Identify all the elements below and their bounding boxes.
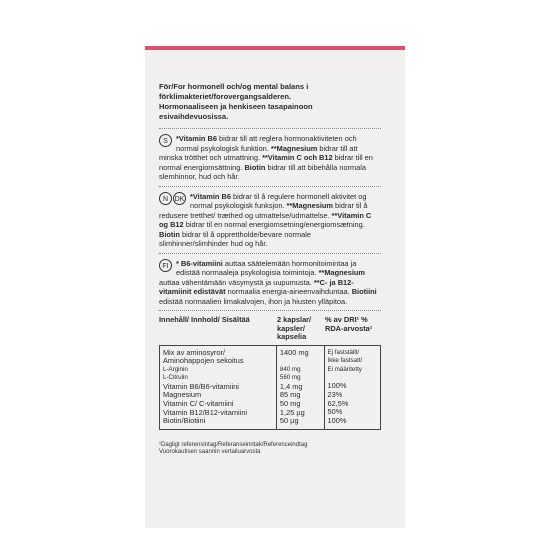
divider: [159, 186, 381, 187]
table-cell: Vitamin C/ C-vitamiini: [163, 398, 234, 408]
table-cell: Mix av aminosyror/: [163, 347, 226, 357]
ndk-text-3: bidrar til en normal energiomsetning/energiomsætning.: [183, 220, 365, 229]
table-cell: Magnesium: [163, 390, 202, 400]
table-cell: 50 mg: [279, 398, 301, 408]
header-contents: Innehåll/ Innhold/ Sisältää: [159, 315, 250, 324]
intro-text: [159, 82, 381, 122]
divider: [159, 253, 381, 254]
se-text-4: bidrar till att bibehålla normala slemhinnor, hud och hår.: [159, 162, 367, 181]
ndk-vitamin-b6: *Vitamin B6: [190, 191, 231, 201]
fi-text-2: auttaa vähentämään väsymystä ja uupumusta.: [159, 277, 314, 287]
badge-group-fi: [159, 259, 173, 272]
ndk-text-2: bidrar til å redusere tretthet/ træthed og utmattelse/udmattelse.: [159, 201, 368, 220]
column-dri: [325, 346, 381, 429]
badge-group-ndk: [159, 192, 187, 205]
table-cell: L-Arginin: [163, 365, 188, 373]
se-text-2: bidrar till att minska trötthet och utmattning.: [159, 143, 358, 162]
language-badge-dk: DK: [173, 192, 186, 205]
fi-text-4: edistää normaalien limakalvojen, ihon ja hiusten ylläpitoa.: [159, 296, 348, 306]
table-cell: Ej fastställt/: [327, 348, 360, 356]
table-cell: L-Citrulin: [163, 374, 188, 382]
divider: [159, 310, 381, 311]
header-amount: 2 kapslar/ kapsler/ kapselia: [277, 315, 312, 342]
table-cell: Vitamin B6/B6-vitamiini: [163, 381, 239, 391]
table-cell: 50 µg: [279, 416, 299, 426]
table-cell: 1400 mg: [279, 347, 309, 357]
swedish-section: [159, 134, 381, 182]
language-badge-fi: FI: [159, 259, 172, 272]
fi-vitamin-c-b12: **C- ja B12-vitamiinit edistävät: [159, 277, 354, 296]
divider: [159, 128, 381, 129]
table-cell: 840 mg: [279, 365, 301, 373]
footnote-line-2: Vuorokautisen saannin vertailuarvosta: [159, 449, 261, 456]
table-cell: Ei määritetty: [327, 365, 362, 373]
table-cell: Vitamin B12/B12-vitamiini: [163, 407, 248, 417]
nutrition-table: [159, 316, 381, 430]
header-dri: % av DRI¹ % RDA-arvosta¹: [325, 315, 373, 333]
fi-text-3: normaalia energia-aineenvaihduntaa.: [225, 287, 352, 296]
ndk-text-1: bidrar til å regulere hormonell aktivitet og normal psykologisk funksjon.: [190, 191, 367, 210]
panel-content: [159, 82, 381, 457]
ndk-text-4: bidrar til å opprettholde/bevare normale slimhinner/slimhinder hud og hår.: [159, 229, 311, 248]
product-info-panel: [145, 46, 405, 528]
table-cell: 85 mg: [279, 390, 301, 400]
table-header: [159, 316, 381, 345]
se-vitamin-b6: *Vitamin B6: [176, 134, 217, 143]
table-cell: 1,4 mg: [279, 381, 303, 391]
ndk-magnesium: **Magnesium: [286, 201, 333, 210]
table-cell: Aminohappojen sekoitus: [163, 356, 244, 366]
fi-biotin: Biotiini: [351, 287, 377, 296]
footnote-line-1: ¹Dagligt referensintag/Referanseinntak/Referenceindtag: [159, 441, 308, 448]
table-cell: 560 mg: [279, 374, 301, 382]
language-badge-se: S: [159, 134, 172, 147]
intro-line-1: För/For hormonell och/og mental balans i förklimakteriet/forovergangsalderen.: [159, 82, 309, 101]
ndk-vitamin-c-b12: **Vitamin C og B12: [159, 210, 372, 229]
table-cell: 62,5%: [327, 398, 349, 408]
ndk-biotin: Biotin: [159, 229, 180, 239]
finnish-section: [159, 259, 381, 307]
table-cell: 100%: [327, 415, 347, 425]
table-cell: [280, 357, 321, 366]
intro-line-2: Hormonaaliseen ja henkiseen tasapainoon esivaihdevuosissa.: [159, 102, 313, 121]
fi-vitamin-b6: * B6-vitamiini: [176, 258, 223, 268]
table-cell: 1,25 µg: [279, 407, 305, 417]
fi-magnesium: **Magnesium: [318, 268, 365, 277]
table-cell: 50%: [327, 407, 343, 417]
se-text-1: bidrar till att reglera hormonaktiviteten och normal psykologisk funktion.: [176, 134, 357, 153]
se-biotin: Biotin: [244, 162, 266, 172]
se-magnesium: **Magnesium: [270, 143, 318, 153]
fi-text-1: auttaa säätelemään hormonitoimintaa ja edistää normaaleja psykologisia toimintoja.: [176, 258, 357, 277]
column-amounts: [277, 346, 325, 429]
column-ingredients: [160, 346, 277, 429]
table-body: [159, 345, 381, 430]
language-badge-n: N: [159, 192, 172, 205]
badge-group-se: [159, 134, 173, 147]
norwegian-danish-section: [159, 192, 381, 249]
table-cell: Biotin/Biotiini: [163, 416, 206, 426]
table-cell: 23%: [327, 390, 343, 399]
footnote: [159, 442, 381, 457]
table-cell: Ikke fastsatt/: [327, 357, 363, 365]
se-text-3: bidrar till en normal energiomsättning.: [159, 153, 373, 172]
se-vitamin-c-b12: **Vitamin C och B12: [262, 153, 333, 162]
table-cell: 100%: [327, 381, 347, 391]
